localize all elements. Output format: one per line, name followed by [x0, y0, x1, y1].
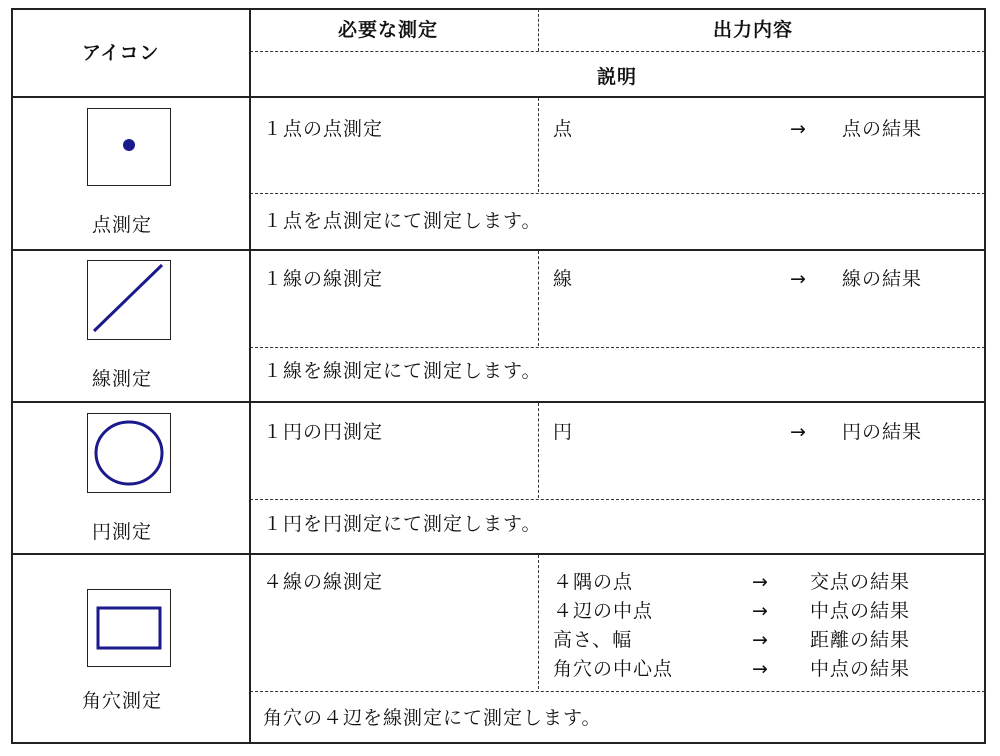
cell-divider [538, 98, 539, 192]
output-arrow: → [752, 571, 769, 593]
header-subdivider [250, 51, 985, 52]
row-description: １線を線測定にて測定します。 [263, 360, 542, 382]
row-name: 角穴測定 [82, 690, 163, 712]
row-border [12, 401, 985, 403]
required-measurement: １円の円測定 [263, 421, 384, 443]
row-name: 円測定 [92, 521, 153, 543]
row-description: 角穴の４辺を線測定にて測定します。 [263, 707, 602, 729]
required-measurement: １点の点測定 [263, 118, 384, 140]
output-input: 円 [553, 421, 574, 443]
header-bottom-border [12, 96, 985, 98]
output-result: 中点の結果 [810, 658, 911, 680]
row-name: 線測定 [92, 368, 153, 390]
output-input: 角穴の中心点 [553, 658, 674, 680]
output-result: 交点の結果 [810, 571, 911, 593]
line-icon [87, 260, 171, 340]
output-result: 点の結果 [842, 118, 923, 140]
output-input: 線 [553, 268, 574, 290]
column-divider [249, 9, 251, 743]
cell-divider [538, 555, 539, 689]
output-input: ４辺の中点 [553, 600, 654, 622]
required-measurement: １線の線測定 [263, 268, 384, 290]
row-border [12, 249, 985, 251]
output-arrow: → [790, 118, 807, 140]
required-measurement: ４線の線測定 [263, 571, 384, 593]
rectangle-icon [87, 589, 171, 667]
output-result: 中点の結果 [810, 600, 911, 622]
circle-icon [87, 413, 171, 493]
row-description: １円を円測定にて測定します。 [263, 513, 542, 535]
output-result: 線の結果 [842, 268, 923, 290]
output-input: ４隅の点 [553, 571, 634, 593]
output-result: 距離の結果 [810, 629, 911, 651]
header-required: 必要な測定 [338, 19, 439, 41]
header-output: 出力内容 [713, 19, 794, 41]
output-arrow: → [790, 268, 807, 290]
header-description: 説明 [597, 66, 638, 88]
row-border [12, 553, 985, 555]
output-arrow: → [790, 421, 807, 443]
row-name: 点測定 [92, 214, 153, 236]
output-arrow: → [752, 600, 769, 622]
output-arrow: → [752, 629, 769, 651]
output-input: 点 [553, 118, 574, 140]
cell-divider [538, 403, 539, 498]
output-input: 高さ、幅 [553, 629, 633, 651]
row-description: １点を点測定にて測定します。 [263, 210, 542, 232]
cell-divider [538, 251, 539, 346]
output-result: 円の結果 [842, 421, 923, 443]
header-divider [538, 9, 539, 51]
row-subdivider [250, 193, 985, 194]
row-subdivider [250, 347, 985, 348]
row-subdivider [250, 499, 985, 500]
output-arrow: → [752, 658, 769, 680]
point-icon [87, 108, 171, 186]
header-icon: アイコン [82, 42, 160, 64]
row-subdivider [250, 691, 985, 692]
